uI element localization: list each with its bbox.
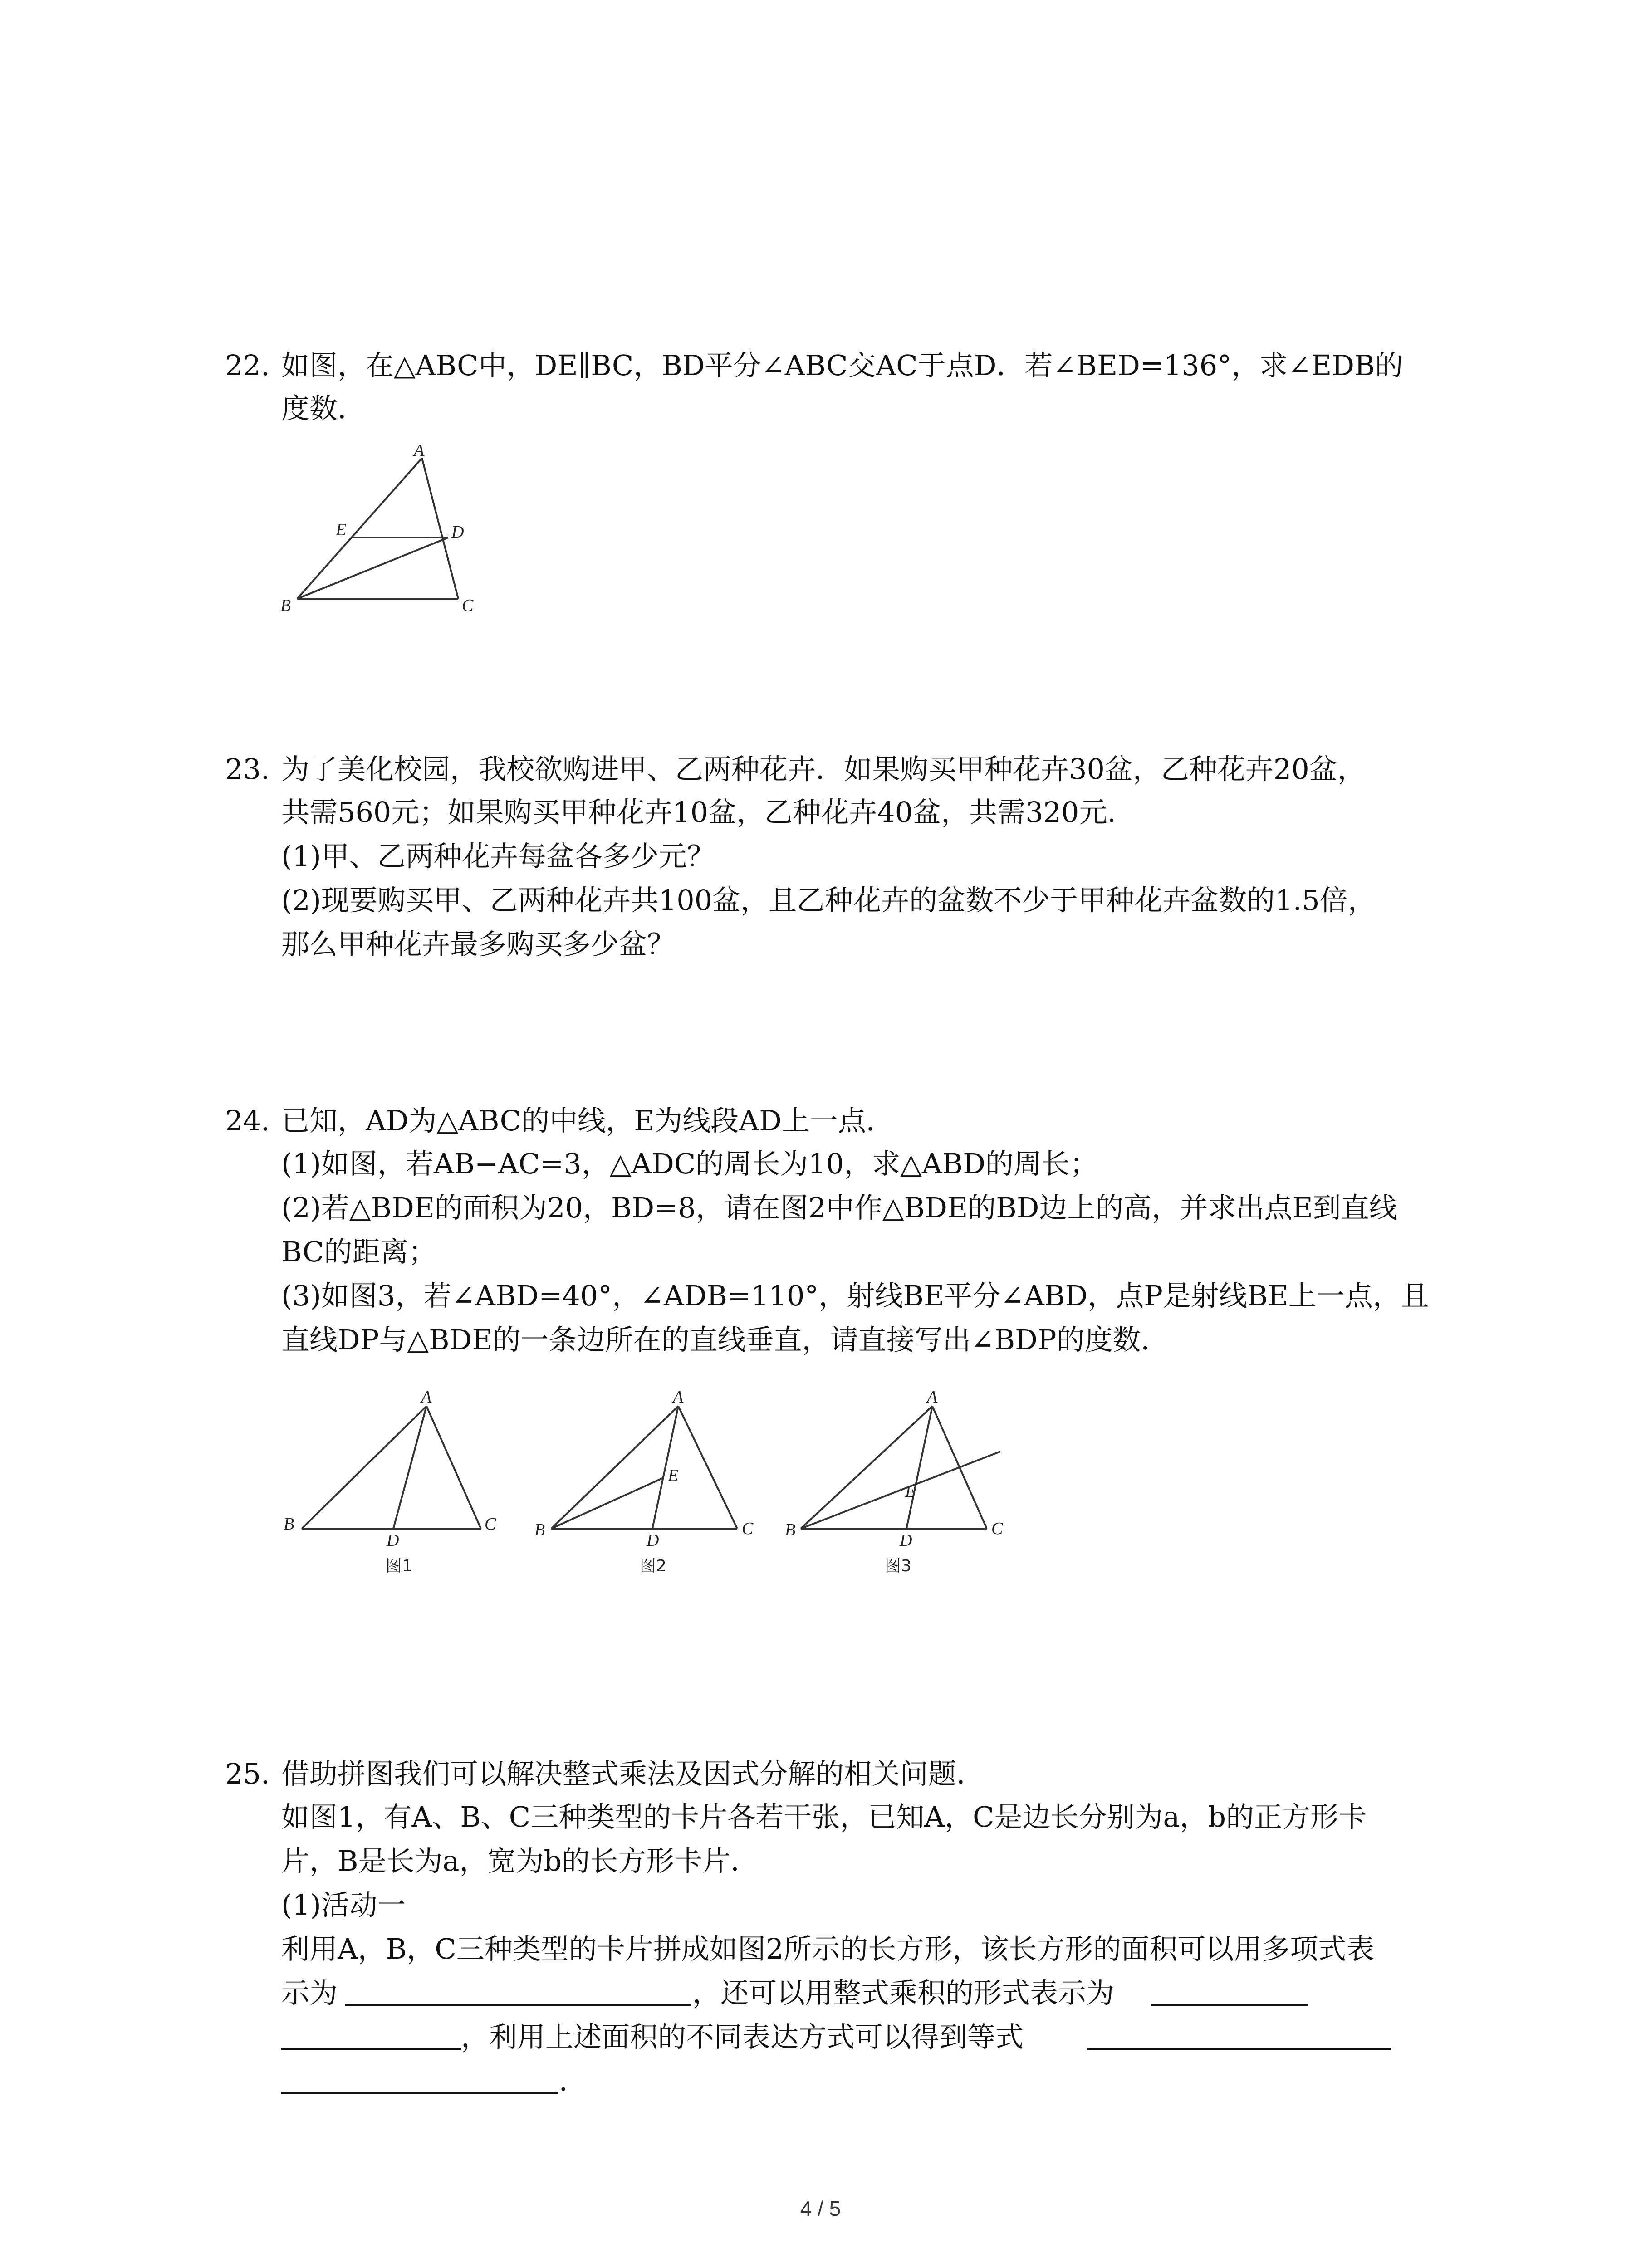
answer-blank-polynomial[interactable] <box>345 2004 691 2006</box>
answer-blank-product-part1[interactable] <box>1151 2004 1308 2006</box>
label-b: B <box>785 1520 796 1540</box>
label-e: E <box>905 1482 916 1501</box>
answer-blank-equation-part2[interactable] <box>281 2092 558 2094</box>
problem-number: 25. <box>225 1757 270 1790</box>
sub-question-2: (2)现要购买甲、乙两种花卉共100盆，且乙种花卉的盆数不少于甲种花卉盆数的1.5倍， <box>281 884 1376 917</box>
figure-caption: 图1 <box>386 1557 412 1575</box>
problem-23 <box>225 755 1477 1027</box>
problem-text-line: 为了美化校园，我校欲购进甲、乙两种花卉．如果购买甲种花卉30盆，乙种花卉20盆， <box>281 753 1366 786</box>
problem-text-line: 借助拼图我们可以解决整式乘法及因式分解的相关问题． <box>281 1757 985 1790</box>
label-b: B <box>284 1515 294 1534</box>
problem-text-line: 如图，在△ABC中，DE∥BC，BD平分∠ABC交AC于点D．若∠BED=136°，求∠EDB的 <box>281 349 1403 382</box>
q24-figure-1 <box>272 1388 526 1579</box>
problem-text-line: 片，B是长为a，宽为b的长方形卡片． <box>281 1844 759 1877</box>
label-d: D <box>647 1531 659 1550</box>
problem-text-line: 共需560元；如果购买甲种花卉10盆，乙种花卉40盆，共需320元． <box>281 796 1136 829</box>
label-e: E <box>668 1466 679 1485</box>
sub-question-2: (2)若△BDE的面积为20，BD=8，请在图2中作△BDE的BD边上的高，并求出点E到直线 <box>281 1191 1397 1224</box>
label-d: D <box>900 1531 912 1550</box>
label-a: A <box>927 1388 938 1407</box>
fill-text: ，利用上述面积的不同表达方式可以得到等式 <box>461 2020 1024 2053</box>
label-c: C <box>462 596 474 615</box>
problem-number: 24. <box>225 1104 270 1137</box>
label-b: B <box>280 596 291 615</box>
activity-heading: (1)活动一 <box>281 1888 406 1921</box>
label-b: B <box>534 1520 545 1540</box>
label-c: C <box>742 1519 754 1538</box>
page-number: 4 / 5 <box>800 2197 841 2220</box>
label-e: E <box>336 520 347 539</box>
label-d: D <box>451 523 464 542</box>
problem-25 <box>225 1757 1477 2168</box>
answer-blank-equation-part1[interactable] <box>1087 2048 1391 2050</box>
label-d: D <box>387 1531 399 1550</box>
sub-question-3: (3)如图3，若∠ABD=40°，∠ADB=110°，射线BE平分∠ABD，点P是射线BE上一点，且 <box>281 1279 1429 1312</box>
figure-caption: 图2 <box>640 1557 666 1575</box>
sub-question-1: (1)如图，若AB−AC=3，△ADC的周长为10，求△ABD的周长； <box>281 1147 1098 1180</box>
problem-text-line: 那么甲种花卉最多购买多少盆？ <box>281 928 676 961</box>
problem-number: 22. <box>225 349 270 382</box>
label-c: C <box>485 1515 496 1534</box>
problem-number: 23. <box>225 753 270 786</box>
q24-figure-2 <box>531 1388 785 1579</box>
sub-question-1: (1)甲、乙两种花卉每盆各多少元？ <box>281 840 715 873</box>
q24-figure-3 <box>785 1388 1034 1579</box>
problem-24 <box>225 1104 1477 1424</box>
problem-text-line: 直线DP与△BDE的一条边所在的直线垂直，请直接写出∠BDP的度数． <box>281 1323 1169 1356</box>
label-a: A <box>673 1388 684 1407</box>
label-a: A <box>421 1388 432 1407</box>
fill-text: 示为 <box>281 1976 338 2009</box>
problem-text-line: 已知，AD为△ABC的中线，E为线段AD上一点． <box>281 1104 894 1137</box>
figure-caption: 图3 <box>885 1557 911 1575</box>
problem-text-line: 度数． <box>281 392 366 425</box>
problem-text-line: 利用A，B，C三种类型的卡片拼成如图2所示的长方形，该长方形的面积可以用多项式表 <box>281 1932 1375 1965</box>
problem-text-line: BC的距离； <box>281 1235 437 1268</box>
label-c: C <box>991 1519 1003 1538</box>
fill-text: ，还可以用整式乘积的形式表示为 <box>692 1976 1115 2009</box>
answer-blank-product-part2[interactable] <box>281 2048 461 2050</box>
problem-text-line: 如图1，有A、B、C三种类型的卡片各若干张，已知A，C是边长分别为a，b的正方形卡 <box>281 1800 1367 1833</box>
fill-text: ． <box>559 2064 588 2097</box>
q22-triangle-figure <box>272 442 508 615</box>
label-a: A <box>414 441 425 460</box>
